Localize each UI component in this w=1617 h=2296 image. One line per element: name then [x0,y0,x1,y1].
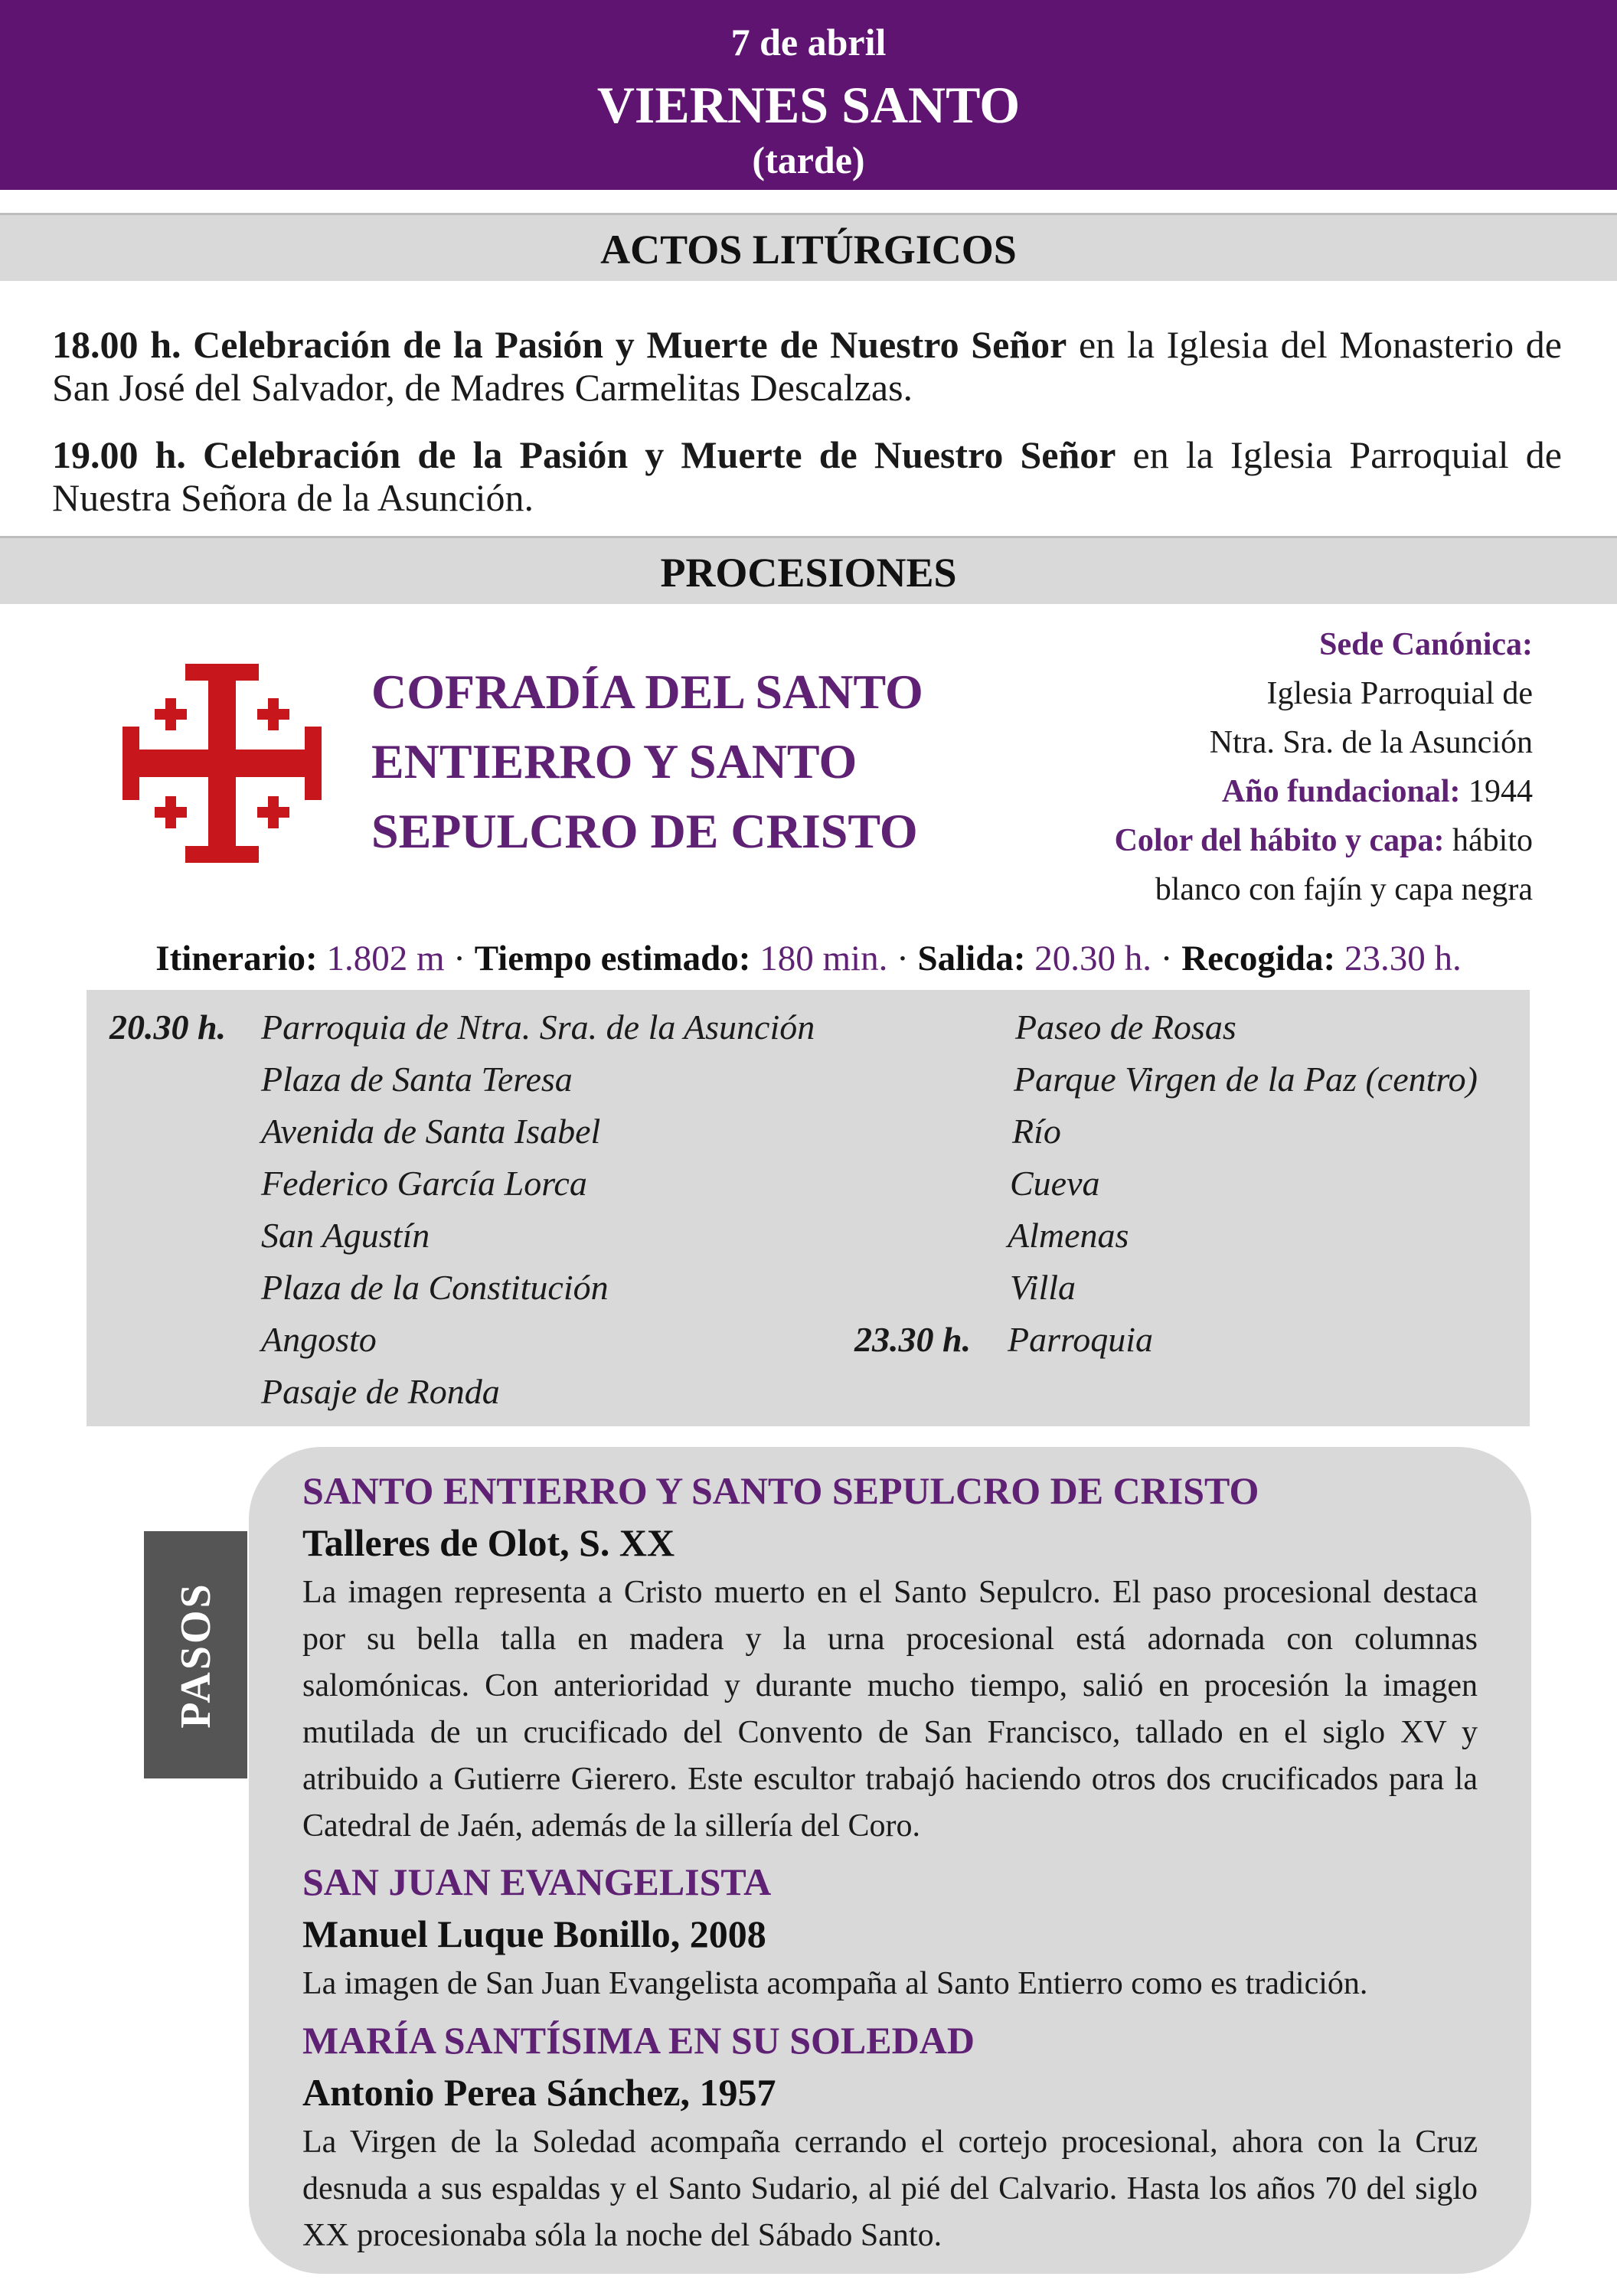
route-stop: Plaza de Santa Teresa [261,1060,573,1099]
paso-title: MARÍA SANTÍSIMA EN SU SOLEDAD [302,2019,975,2062]
liturgy-item-1 [52,323,1562,409]
paso-title: SANTO ENTIERRO Y SANTO SEPULCRO DE CRISTO [302,1469,1259,1512]
liturgy-item-2 [52,433,1562,519]
route-end-time: 23.30 h. [854,1320,972,1359]
sep-2: · [887,939,918,978]
sede-label: Sede Canónica: [1319,627,1533,662]
salida-value: 20.30 h. [1025,939,1152,978]
paso-title: SAN JUAN EVANGELISTA [302,1860,772,1903]
route-stop: Federico García Lorca [261,1164,587,1203]
route-stop: Paseo de Rosas [1015,1008,1236,1047]
route-stop: Pasaje de Ronda [261,1372,500,1411]
ano-value: 1944 [1460,774,1533,809]
color-value-1: hábito [1444,823,1533,858]
cofradia-line-1: COFRADÍA DEL SANTO [371,665,923,719]
paso-author: Antonio Perea Sánchez, 1957 [302,2071,776,2114]
pasos-tab-label: PASOS [172,1581,220,1729]
liturgy-item-2-bold: 19.00 h. Celebración de la Pasión y Muerte de Nuestro Señor [52,433,1116,476]
paso-description: La imagen representa a Cristo muerto en el Santo Sepulcro. El paso procesional destaca por su bella talla en madera y la urna procesional está adornada con columnas salomónicas. Con anterioridad y durante mucho tiempo, salió en procesión la imagen mutilada de un crucificado del Convento de San Francisco, tallado en el siglo XV y atribuido a Gutierre Gierero. Este escultor trabajó haciendo otros dos crucificados para la Catedral de Jaén, además de la sillería del Coro. [302,1575,1478,1844]
route-stop: Parroquia [1008,1320,1153,1359]
route-start-time: 20.30 h. [109,1008,227,1047]
tiempo-value: 180 min. [750,939,888,978]
paso-description: La imagen de San Juan Evangelista acompaña al Santo Entierro como es tradición. [302,1966,1368,2001]
paso-author: Manuel Luque Bonillo, 2008 [302,1912,766,1955]
itinerary-summary [0,938,1617,979]
itin-label: Itinerario: [155,939,318,978]
tiempo-label: Tiempo estimado: [474,939,751,978]
route-stop: Angosto [261,1320,377,1359]
salida-label: Salida: [917,939,1026,978]
recogida-label: Recogida: [1181,939,1336,978]
color-value-2: blanco con fajín y capa negra [1155,872,1533,907]
jerusalem-cross-icon [119,660,325,867]
cofradia-info [997,620,1533,914]
header-subtitle: (tarde) [752,139,865,181]
route-stop: Cueva [1010,1164,1100,1203]
page-header [0,0,1617,190]
sep-3: · [1152,939,1182,978]
sede-line-2: Ntra. Sra. de la Asunción [1209,725,1533,760]
header-title: VIERNES SANTO [596,76,1021,134]
route-stop: Parroquia de Ntra. Sra. de la Asunción [261,1008,815,1047]
recogida-value: 23.30 h. [1335,939,1462,978]
color-habito [997,816,1533,865]
sede-line-1: Iglesia Parroquial de [1266,676,1533,711]
ano-fundacional [997,767,1533,816]
route-stop: Plaza de la Constitución [261,1268,609,1307]
route-stop: Villa [1010,1268,1076,1307]
liturgy-item-1-text: en la Iglesia del Monasterio de San José del Salvador, de Madres Carmelitas Descalzas. [52,323,1562,409]
route-stop: Parque Virgen de la Paz (centro) [1014,1060,1478,1099]
liturgy-item-1-bold: 18.00 h. Celebración de la Pasión y Muerte de Nuestro Señor [52,323,1067,366]
route-stop: Almenas [1008,1216,1129,1255]
itin-value: 1.802 m [317,939,445,978]
cofradia-line-3: SEPULCRO DE CRISTO [371,804,918,858]
route-box [87,990,1530,1426]
sep-1: · [444,939,475,978]
procesiones-heading: PROCESIONES [0,536,1617,604]
ano-label: Año fundacional: [1221,774,1461,809]
route-stop: Avenida de Santa Isabel [261,1112,601,1151]
cofradia-line-2: ENTIERRO Y SANTO [371,734,858,789]
pasos-tab [144,1531,247,1778]
actos-heading: ACTOS LITÚRGICOS [0,213,1617,281]
header-date: 7 de abril [730,21,887,64]
route-stop: San Agustín [261,1216,430,1255]
paso-description: La Virgen de la Soledad acompaña cerrando el cortejo procesional, ahora con la Cruz desnuda a sus espaldas y el Santo Sudario, al pié del Calvario. Hasta los años 70 del siglo XX procesionaba sóla la noche del Sábado Santo. [302,2125,1478,2253]
color-label: Color del hábito y capa: [1114,823,1445,858]
cofradia-name [371,657,999,866]
route-stop: Río [1012,1112,1061,1151]
paso-author: Talleres de Olot, S. XX [302,1521,675,1564]
liturgy-item-2-text: en la Iglesia Parroquial de Nuestra Señora de la Asunción. [52,433,1562,519]
